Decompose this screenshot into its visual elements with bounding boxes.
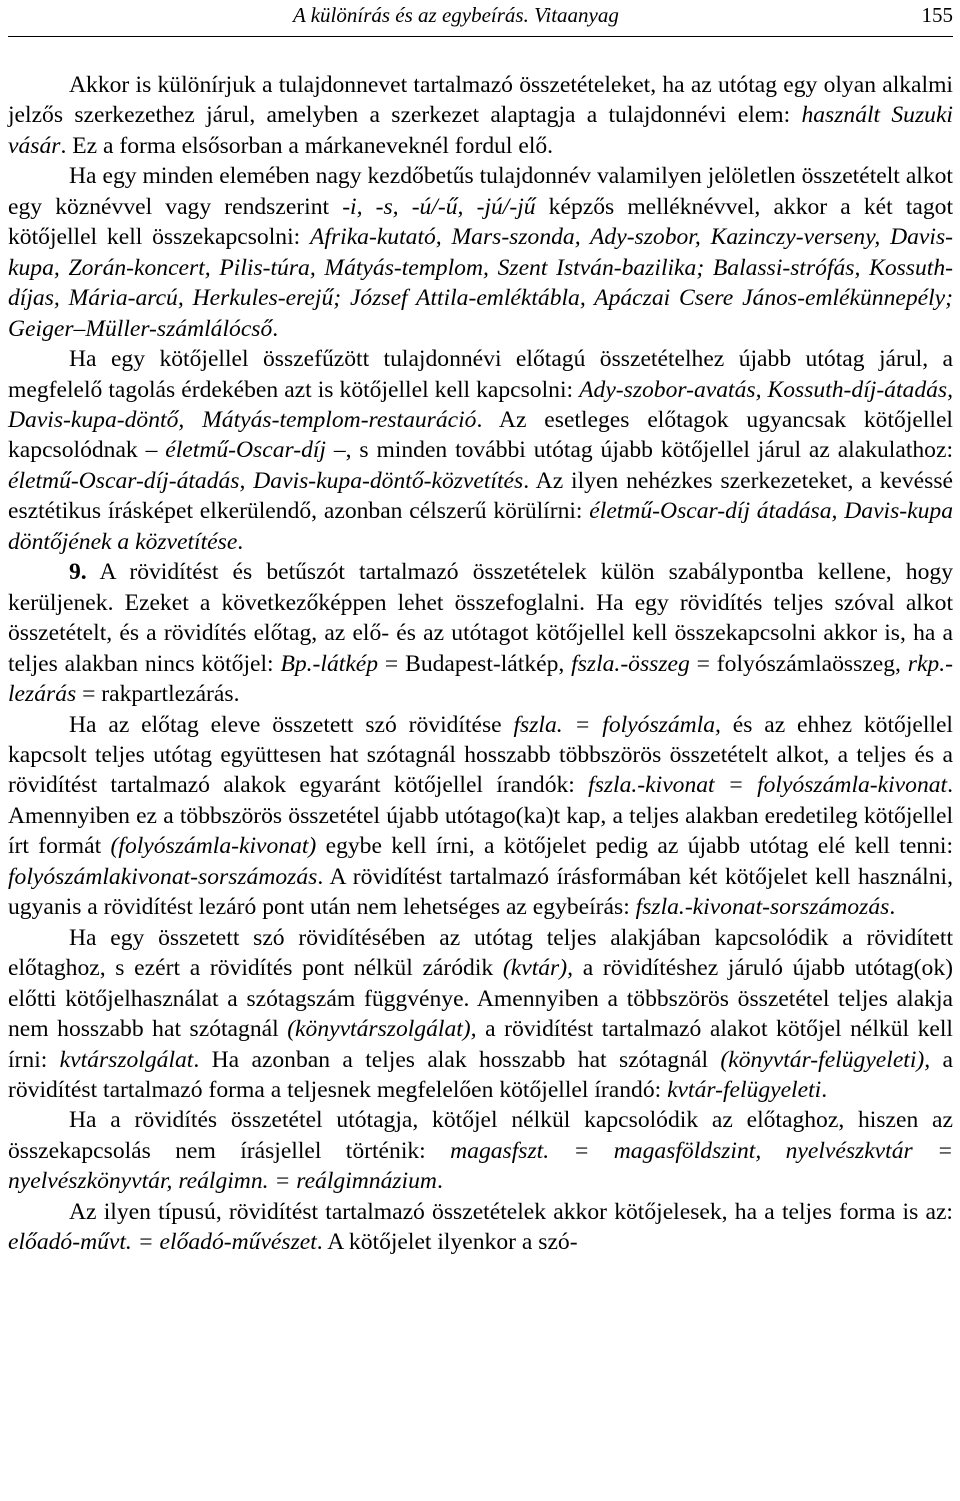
text-run: a rövidítéshez járuló újabb utótag(ok) előtti kötőjelhasználat a szótagszám függvénye. Amennyiben a többszörös összetétel teljes alakja nem hosszabb hat szótagnál — [8, 955, 953, 1043]
text-run: Ha a rövidítés összetétel utótagja, kötőjel nélkül kapcsolódik az előtaghoz, hiszen az összekapcsolás nem írásjellel történik: — [8, 1107, 953, 1164]
text-run: Ha egy összetett szó rövidítésében az utótag teljes alakjában kapcsolódik a rövidített előtaghoz, s ezért a rövidítés pont nélkül záródik — [8, 924, 953, 982]
example-text: fszla.-kivonat = folyószámla-kivonat — [588, 772, 948, 799]
text-run: és az ehhez kötőjellel kapcsolt teljes utótag együttesen hat szótagnál hosszabb többszörös összetételt alkot, a teljes és a rövidítést tartalmazó alakok egyaránt kötőjellel írandók: — [8, 711, 953, 799]
example-text: (könyvtár-felügyeleti), — [720, 1046, 931, 1073]
example-text: Ady-szobor-avatás, Kossuth-díj-átadás, Davis-kupa-döntő, Mátyás-templom-restauráció — [8, 376, 953, 433]
text-run: . — [436, 1168, 443, 1195]
text-run: . A rövidítést tartalmazó írásformában két kötőjelet kell használni, ugyanis a rövidítést lezáró pont után nem lehetséges az egybeírás: — [8, 863, 953, 921]
text-run: Ha az előtag eleve összetett szó rövidítése — [69, 711, 514, 738]
body-text — [8, 70, 953, 1258]
example-text: folyószámlakivonat-sorszámozás — [8, 863, 318, 890]
text-run: . Az ilyen nehézkes szerkezeteket, a kevéssé esztétikus írásképet elkerülendő, azonban célszerű körülírni: — [8, 467, 953, 525]
text-run: –, s minden további utótag újabb kötőjellel járul az alakulathoz: — [325, 437, 953, 464]
paragraph — [8, 1197, 953, 1258]
rule-number: 9. — [69, 559, 87, 586]
text-run: . — [821, 1076, 828, 1103]
text-run: . — [889, 894, 896, 921]
text-run: A rövidítést és betűszót tartalmazó összetételek külön szabálypontba kellene, hogy kerüljenek. Ezeket a következőképpen lehet összefoglalni. Ha egy rövidítés teljes szóval alkot összetételt, és a rövidítés előtag, az elő- és az utótagot kötőjellel kell összekapcsolni akkor is, ha a teljes alakban nincs kötőjel: — [8, 559, 953, 677]
text-run: . Ez a forma elsősorban a márkaneveknél fordul elő. — [60, 132, 554, 159]
paragraph — [8, 557, 953, 709]
example-text: rkp.-lezárás — [8, 650, 953, 708]
example-text: életmű-Oscar-díj átadása, Davis-kupa döntőjének a közvetítése — [8, 498, 953, 555]
text-run: Az ilyen típusú, rövidítést tartalmazó összetételek akkor kötőjelesek, ha a teljes forma is az: — [69, 1198, 953, 1225]
text-run: . Az esetleges előtagok ugyancsak kötőjellel kapcsolódnak – — [8, 406, 953, 464]
example-text: életmű-Oscar-díj — [165, 437, 326, 464]
example-text: magasfszt. = magasföldszint, nyelvészkvtár = nyelvészkönyvtár, reálgimn. = reálgimnázium — [8, 1137, 953, 1195]
example-text: kvtárszolgálat — [59, 1046, 194, 1073]
paragraph — [8, 70, 953, 161]
text-run: a rövidítést tartalmazó forma a teljesnek megfelelően kötőjellel írandó: — [8, 1046, 953, 1103]
text-run: . — [237, 528, 244, 555]
example-text: (kvtár), — [502, 955, 573, 982]
example-text: előadó-művt. = előadó-művészet — [8, 1229, 317, 1256]
text-run: egybe kell írni, a kötőjelet pedig az újabb utótag elé kell tenni: — [316, 833, 954, 860]
text-run: = Budapest-látkép, — [378, 650, 572, 677]
example-text: Bp.-látkép — [280, 650, 379, 677]
running-header — [8, 0, 953, 37]
paragraph — [8, 344, 953, 557]
example-text: fszla.-kivonat-sorszámozás — [635, 894, 890, 921]
text-run: . — [272, 315, 279, 342]
example-text: kvtár-felügyeleti — [667, 1076, 822, 1103]
paragraph — [8, 1105, 953, 1196]
page-number: 155 — [921, 3, 953, 27]
text-run: a rövidítést tartalmazó alakot kötőjel nélkül kell írni: — [8, 1016, 953, 1073]
paragraph — [8, 710, 953, 923]
example-text: -i, -s, -ú/-ű, -jú/-jű — [342, 193, 536, 220]
running-title: A különírás és az egybeírás. Vitaanyag — [293, 3, 619, 27]
text-run: Ha egy kötőjellel összefűzött tulajdonnévi előtagú összetételhez újabb utótag járul, a megfelelő tagolás érdekében azt is kötőjellel kell kapcsolni: — [8, 346, 953, 403]
text-run: = rakpartlezárás. — [76, 681, 240, 708]
text-run: Akkor is különírjuk a tulajdonnevet tartalmazó összetételeket, ha az utótag egy olyan alkalmi jelzős szerkezethez járul, amelyben a szerkezet alaptagja a tulajdonnévi elem: — [8, 72, 953, 129]
text-run: . A kötőjelet ilyenkor a szó- — [316, 1229, 578, 1256]
text-run: . Amennyiben ez a többszörös összetétel újabb utótago(ka)t kap, a teljes alakban eredetileg kötőjellel írt formát — [8, 772, 954, 860]
example-text: (könyvtárszolgálat), — [287, 1016, 477, 1043]
text-run: Ha egy minden elemében nagy kezdőbetűs tulajdonnév valamilyen jelöletlen összetételt alkot egy köznévvel vagy rendszerint — [8, 163, 953, 220]
text-run: képzős melléknévvel, akkor a két tagot kötőjellel kell összekapcsolni: — [8, 193, 954, 251]
example-text: fszla. = folyószámla, — [513, 711, 721, 738]
example-text: (folyószámla-kivonat) — [110, 833, 317, 860]
example-text: életmű-Oscar-díj-átadás, Davis-kupa-döntő-közvetítés — [8, 467, 524, 494]
example-text: fszla.-összeg — [571, 650, 690, 677]
example-text: használt Suzuki vásár — [8, 102, 953, 159]
paragraph — [8, 161, 953, 344]
text-run: . Ha azonban a teljes alak hosszabb hat szótagnál — [193, 1046, 721, 1073]
paragraph — [8, 923, 953, 1106]
example-text: Afrika-kutató, Mars-szonda, Ady-szobor, Kazinczy-verseny, Davis-kupa, Zorán-koncert, Pilis-túra, Mátyás-templom, Szent István-bazilika; Balassi-strófás, Kossuth-díjas, Mária-arcú, Herkules-erejű; József Attila-emléktábla, Apáczai Csere János-emlékünnepély; Geiger–Müller-számlálócső — [8, 224, 953, 342]
text-run: = folyószámlaösszeg, — [689, 650, 908, 677]
